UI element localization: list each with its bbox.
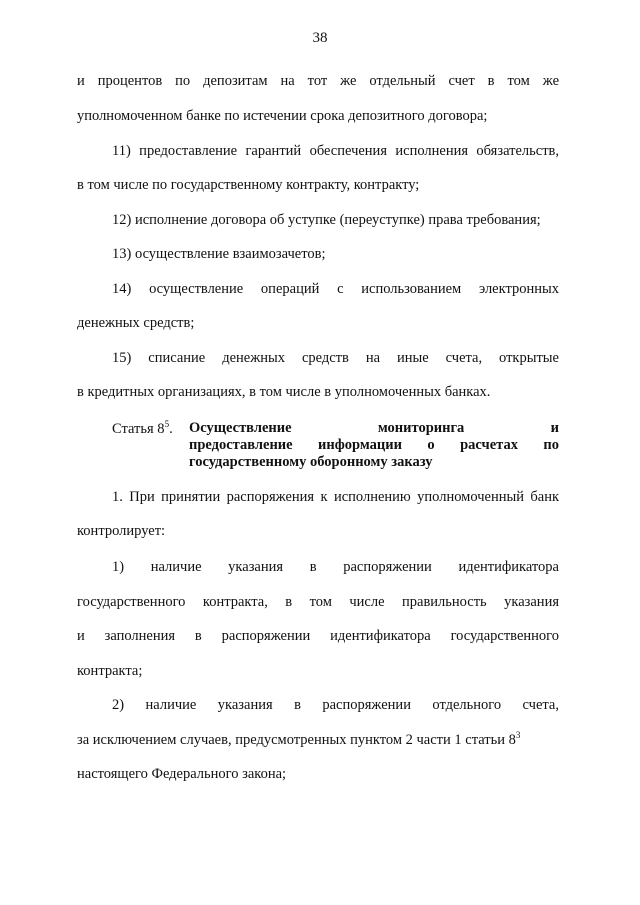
text-line: в том числе по государственному контракту, контракту; bbox=[77, 177, 420, 193]
text-line: контролирует: bbox=[77, 523, 166, 539]
article-label-sup: 5 bbox=[164, 419, 170, 429]
list-item-13: 13) осуществление взаимозачетов; bbox=[112, 246, 326, 262]
article-title-line: Осуществление мониторинга и bbox=[189, 420, 559, 436]
text-line: денежных средств; bbox=[77, 315, 195, 331]
article-title-line: государственному оборонному заказу bbox=[189, 454, 433, 470]
article-title-line: предоставление информации о расчетах по bbox=[189, 437, 559, 453]
article-label bbox=[112, 420, 173, 438]
paragraph-1: 1. При принятии распоряжения к исполнению уполномоченный банк bbox=[112, 489, 559, 505]
text-line bbox=[77, 731, 559, 749]
list-item-15: 15) списание денежных средств на иные счета, открытые bbox=[112, 350, 559, 366]
list-item-12: 12) исполнение договора об уступке (переуступке) права требования; bbox=[112, 212, 541, 228]
text-line: государственного контракта, в том числе правильность указания bbox=[77, 594, 559, 610]
text-line: и заполнения в распоряжении идентификатора государственного bbox=[77, 628, 559, 644]
text-line: и процентов по депозитам на тот же отдельный счет в том же bbox=[77, 73, 559, 89]
text-line: настоящего Федерального закона; bbox=[77, 766, 287, 782]
list-item-11: 11) предоставление гарантий обеспечения исполнения обязательств, bbox=[112, 143, 559, 159]
text-line: в кредитных организациях, в том числе в уполномоченных банках. bbox=[77, 384, 491, 400]
text-line-main: за исключением случаев, предусмотренных пунктом 2 части 1 статьи 8 bbox=[77, 732, 516, 748]
article-title bbox=[189, 420, 559, 471]
list-item-2: 2) наличие указания в распоряжении отдельного счета, bbox=[112, 697, 559, 713]
text-line: контракта; bbox=[77, 663, 143, 679]
article-label-text: Статья 8 bbox=[112, 421, 165, 437]
list-item-1: 1) наличие указания в распоряжении идентификатора bbox=[112, 559, 559, 575]
list-item-14: 14) осуществление операций с использованием электронных bbox=[112, 281, 559, 297]
article-label-suffix: . bbox=[169, 421, 173, 437]
text-line: уполномоченном банке по истечении срока депозитного договора; bbox=[77, 108, 488, 124]
footnote-sup: 3 bbox=[515, 730, 521, 740]
page-number: 38 bbox=[312, 30, 328, 46]
